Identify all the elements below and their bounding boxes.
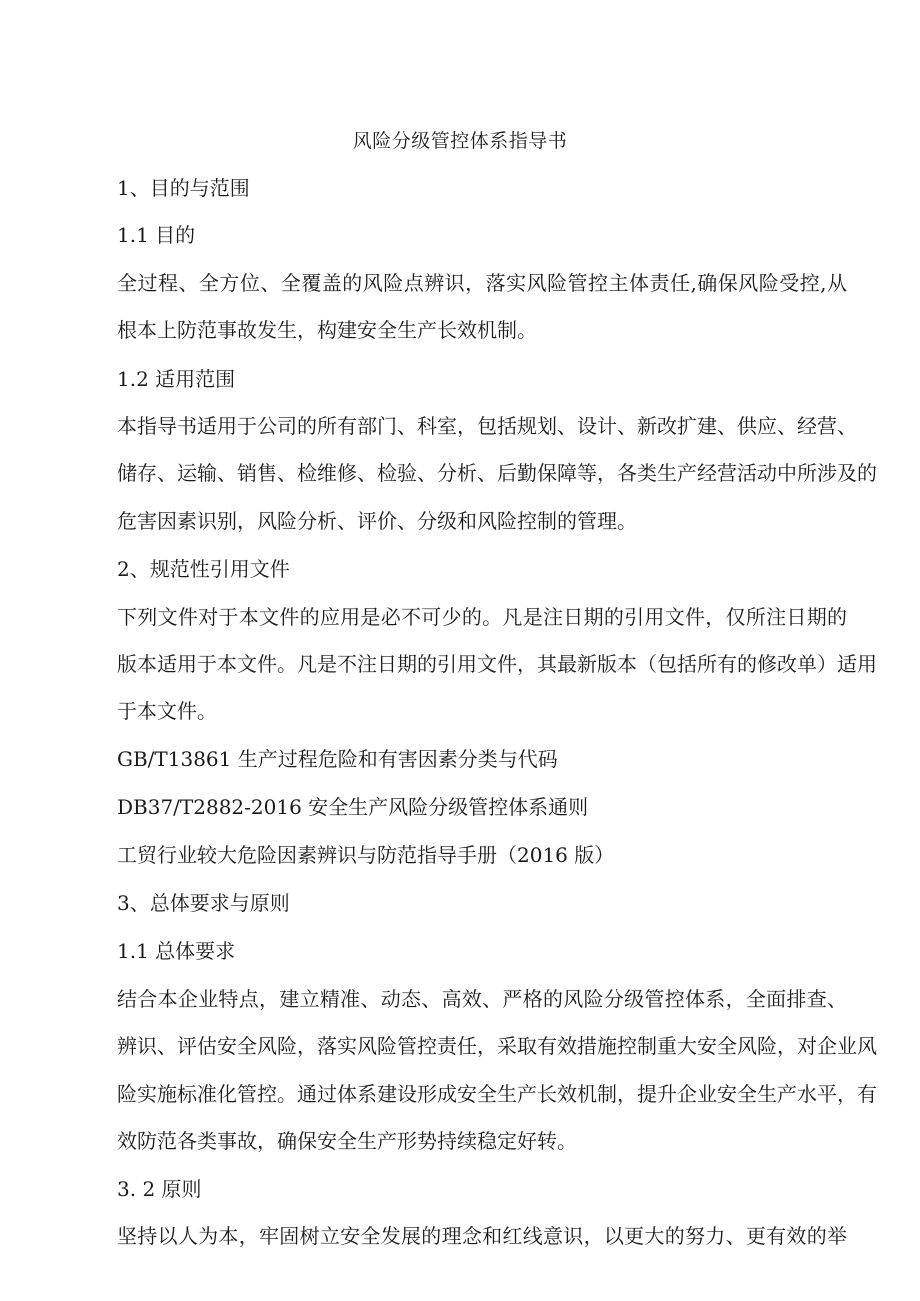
section-2-heading: 2、规范性引用文件	[117, 557, 290, 581]
paragraph-line: 于本文件。	[117, 699, 217, 723]
reference-item: GB/T13861 生产过程危险和有害因素分类与代码	[117, 747, 558, 771]
document-title: 风险分级管控体系指导书	[352, 130, 568, 152]
section-1-1-heading: 1.1 目的	[117, 223, 196, 247]
section-1-heading: 1、目的与范围	[117, 176, 250, 200]
paragraph-line: 根本上防范事故发生，构建安全生产长效机制。	[117, 318, 537, 342]
section-1-2-heading: 1.2 适用范围	[117, 367, 236, 391]
paragraph-line: 下列文件对于本文件的应用是必不可少的。凡是注日期的引用文件，仅所注日期的	[117, 605, 847, 629]
section-3-heading: 3、总体要求与原则	[117, 891, 290, 915]
paragraph-line: 辨识、评估安全风险，落实风险管控责任，采取有效措施控制重大安全风险，对企业风	[117, 1034, 877, 1058]
reference-item: 工贸行业较大危险因素辨识与防范指导手册（2016 版）	[117, 843, 615, 867]
section-3-1-heading: 1.1 总体要求	[117, 939, 236, 963]
paragraph-line: 险实施标准化管控。通过体系建设形成安全生产长效机制，提升企业安全生产水平，有	[117, 1082, 877, 1106]
paragraph-line: 全过程、全方位、全覆盖的风险点辨识，落实风险管控主体责任,确保风险受控,从	[117, 271, 847, 295]
reference-item: DB37/T2882-2016 安全生产风险分级管控体系通则	[117, 795, 589, 819]
paragraph-line: 危害因素识别，风险分析、评价、分级和风险控制的管理。	[117, 509, 637, 533]
paragraph-line: 版本适用于本文件。凡是不注日期的引用文件，其最新版本（包括所有的修改单）适用	[117, 652, 877, 676]
paragraph-line: 坚持以人为本，牢固树立安全发展的理念和红线意识，以更大的努力、更有效的举	[117, 1224, 847, 1248]
paragraph-line: 本指导书适用于公司的所有部门、科室，包括规划、设计、新改扩建、供应、经营、	[117, 414, 857, 438]
paragraph-line: 效防范各类事故，确保安全生产形势持续稳定好转。	[117, 1129, 577, 1153]
paragraph-line: 结合本企业特点，建立精准、动态、高效、严格的风险分级管控体系，全面排查、	[117, 987, 847, 1011]
paragraph-line: 储存、运输、销售、检维修、检验、分析、后勤保障等，各类生产经营活动中所涉及的	[117, 461, 877, 485]
section-3-2-heading: 3. 2 原则	[117, 1177, 202, 1201]
